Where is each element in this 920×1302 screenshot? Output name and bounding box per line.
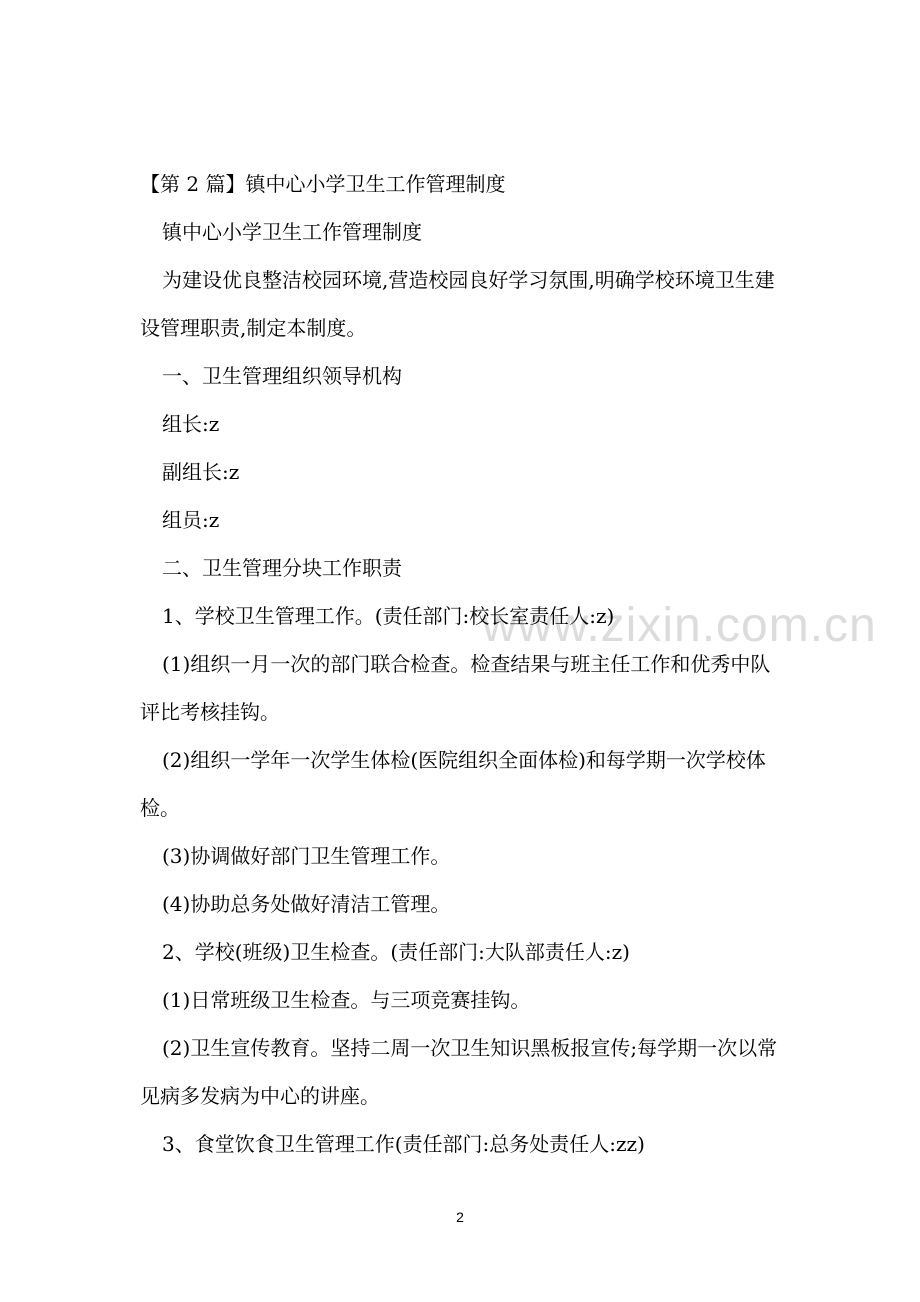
member-line: 组员:z [162, 508, 220, 532]
page-number: 2 [456, 1209, 464, 1225]
item-3-heading: 3、食堂饮食卫生管理工作(责任部门:总务处责任人:zz) [162, 1132, 645, 1156]
item-1-heading: 1、学校卫生管理工作。(责任部门:校长室责任人:z) [162, 604, 615, 628]
section-heading-2: 二、卫生管理分块工作职责 [162, 556, 402, 580]
item-1-4-paragraph: (4)协助总务处做好清洁工管理。 [162, 892, 451, 916]
item-1-3-paragraph: (3)协调做好部门卫生管理工作。 [162, 844, 451, 868]
intro-paragraph: 为建设优良整洁校园环境,营造校园良好学习氛围,明确学校环境卫生建设管理职责,制定本制度。 [140, 268, 775, 340]
deputy-leader-line: 副组长:z [162, 460, 240, 484]
leader-line: 组长:z [162, 412, 220, 436]
item-2-1-paragraph: (1)日常班级卫生检查。与三项竞赛挂钩。 [162, 988, 531, 1012]
subtitle-paragraph: 镇中心小学卫生工作管理制度 [162, 220, 422, 244]
item-2-heading: 2、学校(班级)卫生检查。(责任部门:大队部责任人:z) [162, 940, 630, 964]
item-1-1-paragraph: (1)组织一月一次的部门联合检查。检查结果与班主任工作和优秀中队评比考核挂钩。 [140, 652, 771, 724]
item-2-2-paragraph: (2)卫生宣传教育。坚持二周一次卫生知识黑板报宣传;每学期一次以常见病多发病为中心的讲座。 [140, 1036, 778, 1108]
document-title: 【第 2 篇】镇中心小学卫生工作管理制度 [140, 172, 506, 196]
section-heading-1: 一、卫生管理组织领导机构 [162, 364, 402, 388]
item-1-2-paragraph: (2)组织一学年一次学生体检(医院组织全面体检)和每学期一次学校体检。 [140, 748, 766, 820]
watermark: www.zixin.com.cn [482, 599, 877, 652]
